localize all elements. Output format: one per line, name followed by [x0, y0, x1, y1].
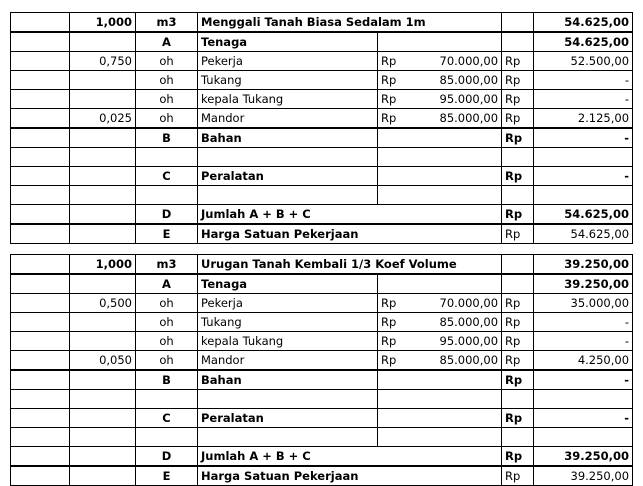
worker-row	[11, 294, 633, 313]
row-code: E	[136, 224, 198, 244]
spacer-row	[11, 148, 633, 167]
worker-coef: 0,025	[70, 109, 136, 129]
worker-coef: 0,750	[70, 52, 136, 71]
worker-price: 70.000,00	[408, 52, 502, 71]
item-title: Menggali Tanah Biasa Sedalam 1m	[198, 13, 502, 33]
row-code: E	[136, 466, 198, 486]
price-currency: Rp	[378, 313, 408, 332]
worker-price: 95.000,00	[408, 332, 502, 351]
jumlah-label: Jumlah A + B + C	[198, 447, 502, 467]
row-code: B	[136, 128, 198, 148]
worker-unit: oh	[136, 294, 198, 313]
row-code: A	[136, 274, 198, 294]
tenaga-row	[11, 274, 633, 294]
amount-currency: Rp	[502, 294, 534, 313]
item-header-row	[11, 13, 633, 33]
harga-amount: 39.250,00	[534, 466, 633, 486]
amount-currency: Rp	[502, 109, 534, 129]
harga-row	[11, 224, 633, 244]
price-currency: Rp	[378, 52, 408, 71]
harga-label: Harga Satuan Pekerjaan	[198, 224, 502, 244]
spacer-row	[11, 186, 633, 205]
harga-row	[11, 466, 633, 486]
row-code: C	[136, 167, 198, 186]
harga-amount: 54.625,00	[534, 224, 633, 244]
row-code: D	[136, 447, 198, 467]
worker-coef	[70, 71, 136, 90]
price-currency: Rp	[378, 109, 408, 129]
jumlah-amount: 39.250,00	[534, 447, 633, 467]
row-code: D	[136, 205, 198, 225]
worker-unit: oh	[136, 52, 198, 71]
worker-coef	[70, 332, 136, 351]
bahan-amount: -	[534, 370, 633, 390]
jumlah-amount: 54.625,00	[534, 205, 633, 225]
worker-price: 85.000,00	[408, 313, 502, 332]
worker-name: Tukang	[198, 71, 378, 90]
peralatan-amount: -	[534, 167, 633, 186]
row-code: B	[136, 370, 198, 390]
jumlah-row	[11, 205, 633, 225]
row-code: C	[136, 409, 198, 428]
analysis-table-2	[10, 254, 633, 486]
tenaga-row	[11, 32, 633, 52]
tenaga-total: 39.250,00	[534, 274, 633, 294]
worker-unit: oh	[136, 109, 198, 129]
price-currency: Rp	[378, 332, 408, 351]
worker-name: Mandor	[198, 109, 378, 129]
worker-row	[11, 351, 633, 371]
price-currency: Rp	[378, 71, 408, 90]
row-code: A	[136, 32, 198, 52]
spacer-row	[11, 428, 633, 447]
peralatan-label: Peralatan	[198, 167, 378, 186]
amount-currency: Rp	[502, 167, 534, 186]
amount-currency: Rp	[502, 313, 534, 332]
amount-currency: Rp	[502, 332, 534, 351]
amount-currency: Rp	[502, 90, 534, 109]
item-coefficient: 1,000	[70, 13, 136, 33]
worker-coef: 0,050	[70, 351, 136, 371]
bahan-label: Bahan	[198, 128, 378, 148]
worker-coef: 0,500	[70, 294, 136, 313]
worker-name: kepala Tukang	[198, 332, 378, 351]
amount-currency: Rp	[502, 205, 534, 225]
worker-row	[11, 71, 633, 90]
worker-amount: 52.500,00	[534, 52, 633, 71]
worker-amount: -	[534, 90, 633, 109]
tenaga-label: Tenaga	[198, 32, 378, 52]
worker-unit: oh	[136, 313, 198, 332]
amount-currency: Rp	[502, 447, 534, 467]
price-currency: Rp	[378, 90, 408, 109]
bahan-row	[11, 370, 633, 390]
worker-unit: oh	[136, 71, 198, 90]
peralatan-amount: -	[534, 409, 633, 428]
worker-row	[11, 109, 633, 129]
worker-name: Pekerja	[198, 294, 378, 313]
worker-price: 85.000,00	[408, 351, 502, 371]
worker-unit: oh	[136, 90, 198, 109]
amount-currency: Rp	[502, 224, 534, 244]
harga-label: Harga Satuan Pekerjaan	[198, 466, 502, 486]
worker-price: 85.000,00	[408, 71, 502, 90]
worker-name: Pekerja	[198, 52, 378, 71]
worker-unit: oh	[136, 351, 198, 371]
item-title: Urugan Tanah Kembali 1/3 Koef Volume	[198, 255, 502, 275]
peralatan-row	[11, 409, 633, 428]
worker-amount: -	[534, 71, 633, 90]
worker-amount: -	[534, 332, 633, 351]
item-coefficient: 1,000	[70, 255, 136, 275]
tenaga-label: Tenaga	[198, 274, 378, 294]
worker-row	[11, 90, 633, 109]
bahan-row	[11, 128, 633, 148]
item-unit: m3	[136, 255, 198, 275]
item-total: 54.625,00	[534, 13, 633, 33]
item-unit: m3	[136, 13, 198, 33]
worker-row	[11, 332, 633, 351]
worker-amount: 35.000,00	[534, 294, 633, 313]
worker-coef	[70, 90, 136, 109]
worker-price: 95.000,00	[408, 90, 502, 109]
worker-name: kepala Tukang	[198, 90, 378, 109]
amount-currency: Rp	[502, 52, 534, 71]
analysis-table-1	[10, 12, 633, 244]
worker-coef	[70, 313, 136, 332]
worker-unit: oh	[136, 332, 198, 351]
worker-amount: -	[534, 313, 633, 332]
peralatan-label: Peralatan	[198, 409, 378, 428]
worker-row	[11, 313, 633, 332]
amount-currency: Rp	[502, 370, 534, 390]
worker-amount: 4.250,00	[534, 351, 633, 371]
price-currency: Rp	[378, 294, 408, 313]
worker-name: Mandor	[198, 351, 378, 371]
amount-currency: Rp	[502, 128, 534, 148]
worker-amount: 2.125,00	[534, 109, 633, 129]
worker-price: 70.000,00	[408, 294, 502, 313]
amount-currency: Rp	[502, 409, 534, 428]
item-total: 39.250,00	[534, 255, 633, 275]
spacer-row	[11, 390, 633, 409]
jumlah-row	[11, 447, 633, 467]
worker-row	[11, 52, 633, 71]
bahan-label: Bahan	[198, 370, 378, 390]
worker-name: Tukang	[198, 313, 378, 332]
amount-currency: Rp	[502, 351, 534, 371]
peralatan-row	[11, 167, 633, 186]
tenaga-total: 54.625,00	[534, 32, 633, 52]
price-currency: Rp	[378, 351, 408, 371]
item-header-row	[11, 255, 633, 275]
amount-currency: Rp	[502, 71, 534, 90]
bahan-amount: -	[534, 128, 633, 148]
worker-price: 85.000,00	[408, 109, 502, 129]
amount-currency: Rp	[502, 466, 534, 486]
jumlah-label: Jumlah A + B + C	[198, 205, 502, 225]
